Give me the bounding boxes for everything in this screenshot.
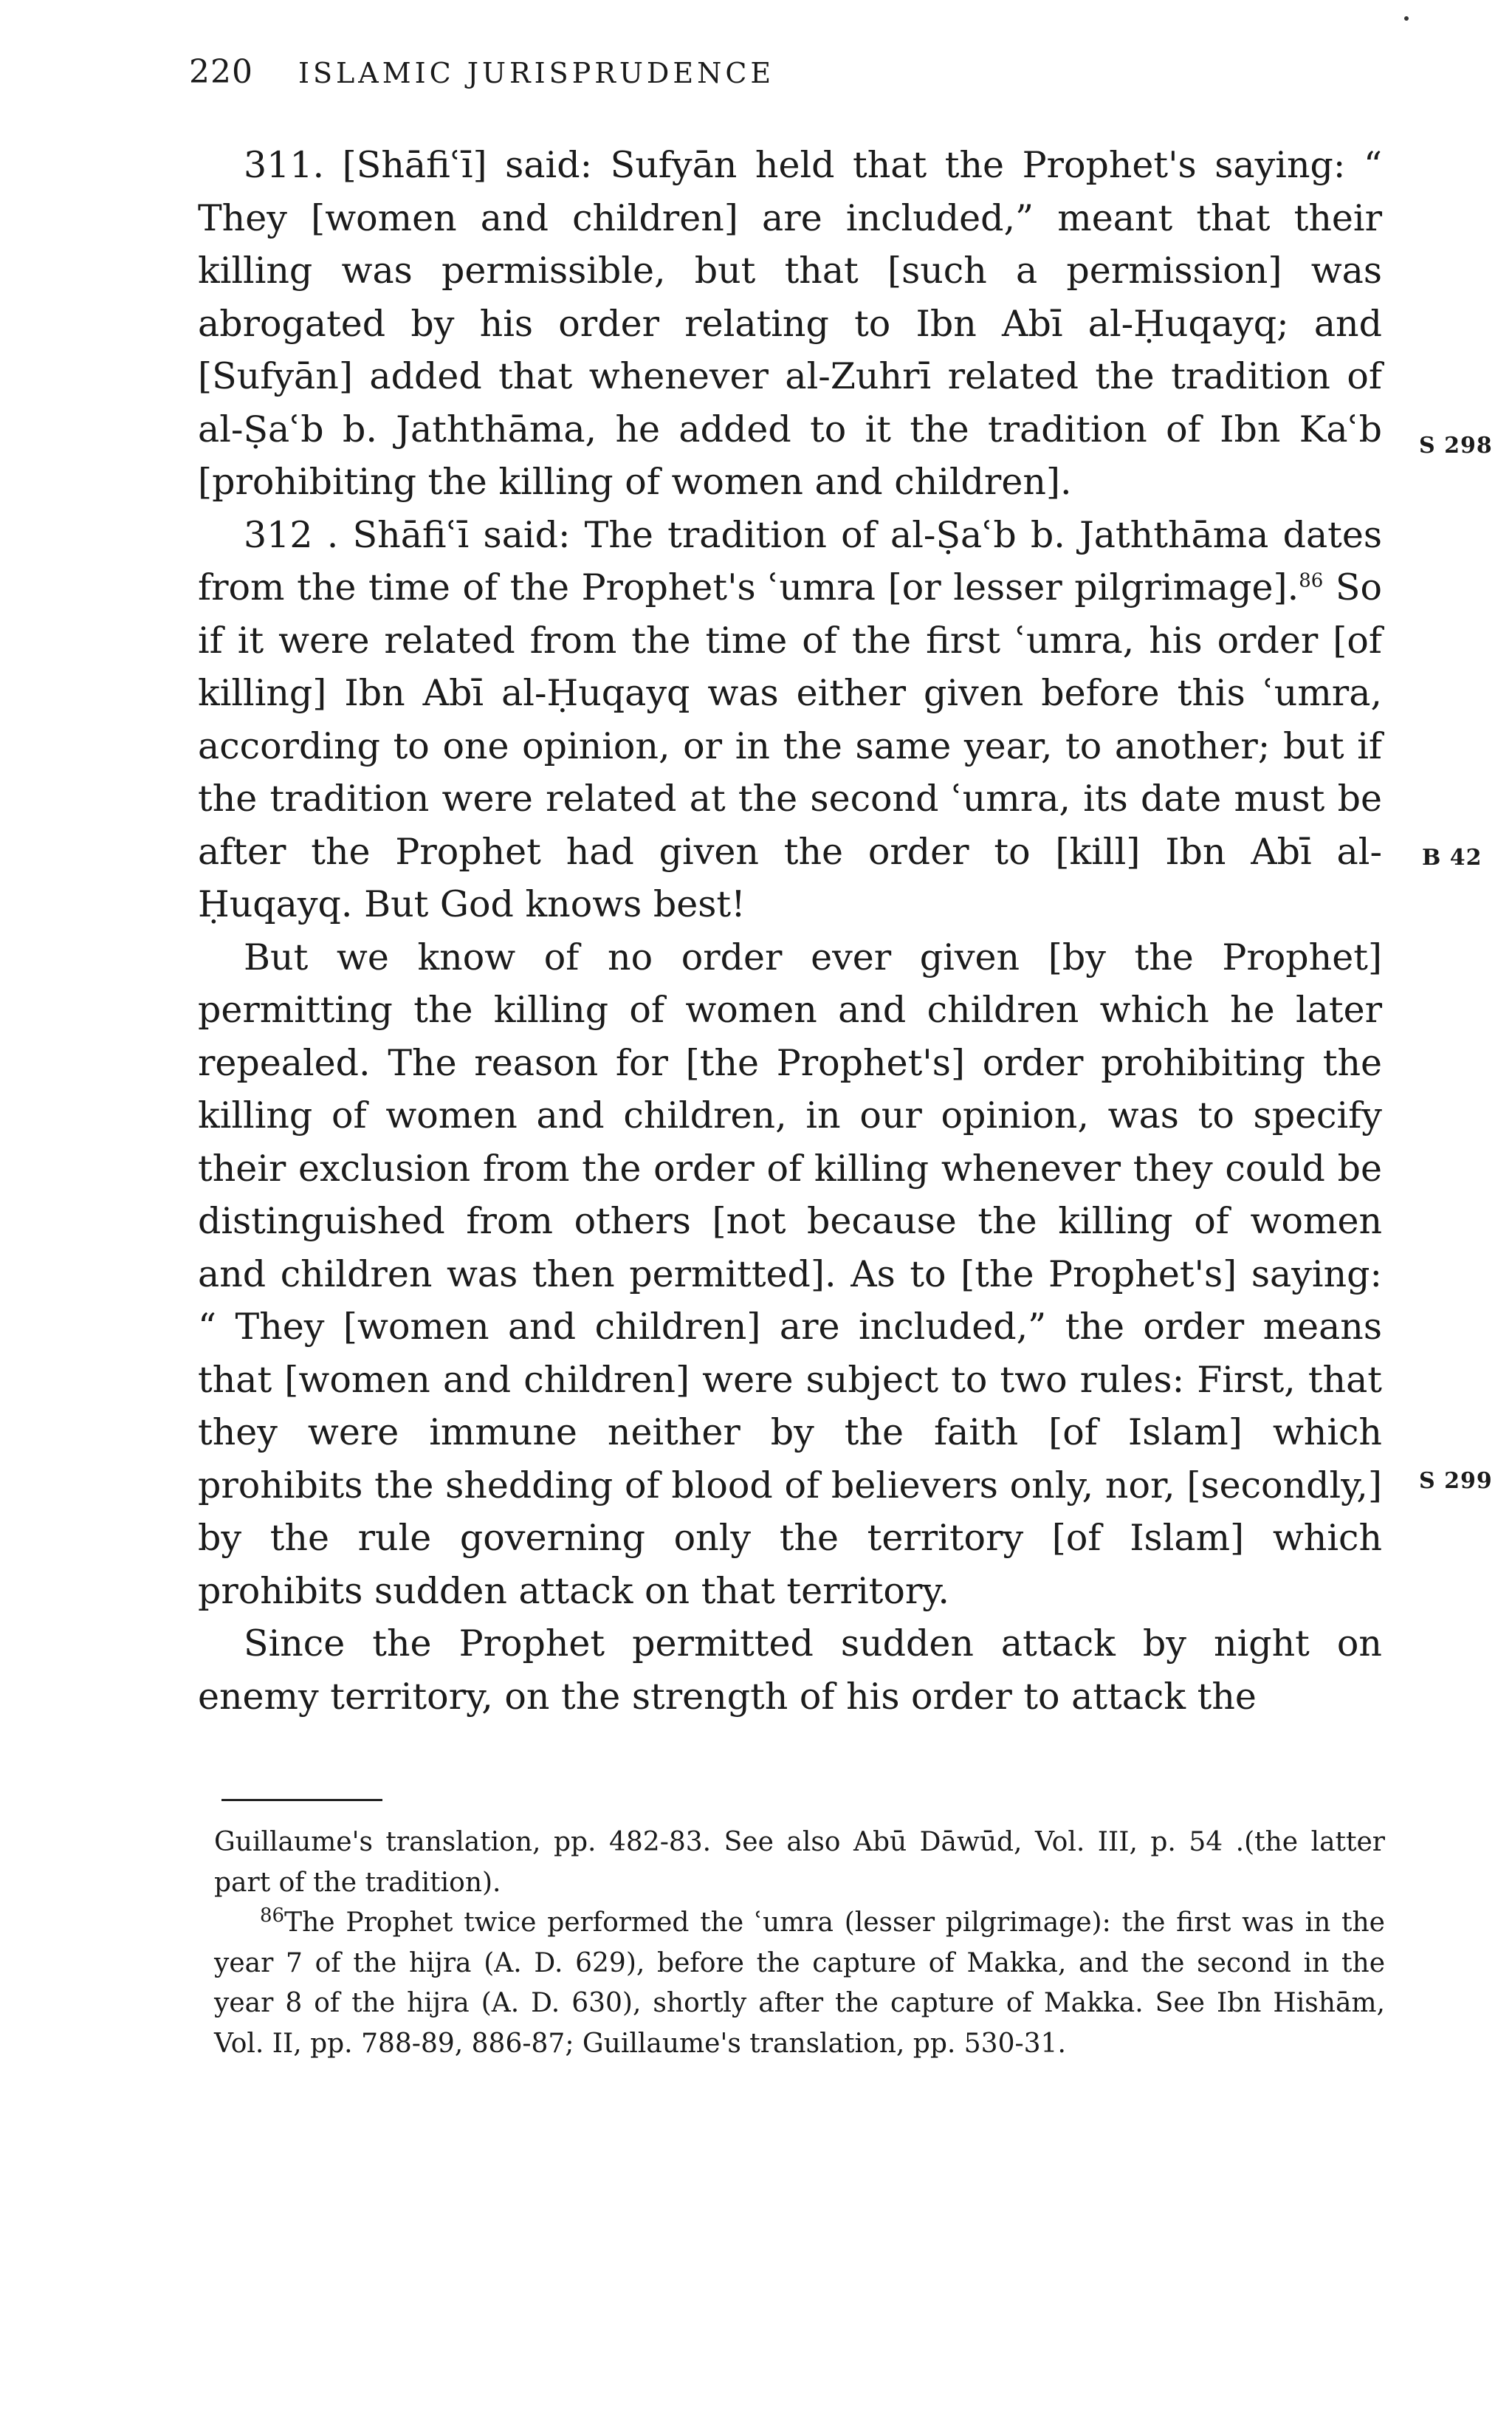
paragraph-312 — [198, 509, 1382, 931]
margin-note-s298: S 298 — [1419, 433, 1493, 459]
margin-note-s299: S 299 — [1419, 1468, 1493, 1494]
paragraph-since: Since the Prophet permitted sudden attack by night on enemy territory, on the strength of his order to attack the — [198, 1622, 1382, 1718]
footnote-ref-86: 86 — [1299, 569, 1324, 592]
scan-speck — [1404, 16, 1409, 21]
footnote-86 — [214, 1903, 1385, 2064]
footnote-85-continuation: Guillaume's translation, pp. 482-83. See also Abū Dāwūd, Vol. III, p. 54 .(the latter part of the tradition). — [214, 1827, 1385, 1898]
footnotes — [214, 1823, 1385, 2064]
page-number: 220 — [189, 53, 253, 91]
paragraph-312-start: 312 . Shāfiʿī said: The tradition of al-Ṣaʿb b. Jaththāma dates from the time of the Prophet's ʿumra [or lesser pilgrimage]. — [198, 513, 1382, 608]
footnote-rule — [221, 1799, 382, 1801]
paragraph-312-rest: So if it were related from the time of the first ʿumra, his order [of killing] Ibn Abī al-Ḥuqayq was either given before this ʿumra, according to one opinion, or in the same year, to another; but if the tradition were related at the second ʿumra, its date must be after the Prophet had given the order to [kill] Ibn Abī al-Ḥuqayq. But God knows best! — [198, 566, 1382, 925]
footnote-86-marker: 86 — [260, 1905, 285, 1927]
footnote-86-text: The Prophet twice performed the ʿumra (lesser pilgrimage): the first was in the year 7 of the hijra (A. D. 629), before the capture of Makka, and the second in the year 8 of the hijra (A. D. 630), shortly after the capture of Makka. See Ibn Hishām, Vol. II, pp. 788-89, 886-87; Guillaume's translation, pp. 530-31. — [214, 1907, 1385, 2059]
running-title: ISLAMIC JURISPRUDENCE — [298, 57, 775, 89]
page-header — [189, 53, 774, 91]
paragraph-continued: But we know of no order ever given [by the Prophet] permitting the killing of women and children which he later repealed. The reason for [the Prophet's] order prohibiting the killing of women and children, in our opinion, was to specify their exclusion from the order of killing whenever they could be distinguished from others [not because the killing of women and children was then permitted]. As to [the Prophet's] saying: “ They [women and children] are included,” the order means that [women and children] were subject to two rules: First, that they were immune neither by the faith [of Islam] which prohibits the shedding of blood of believers only, nor, [secondly,] by the rule governing only the territory [of Islam] which prohibits sudden attack on that territory. — [198, 936, 1382, 1612]
margin-note-b42: B 42 — [1422, 845, 1482, 871]
paragraph-311: 311. [Shāfiʿī] said: Sufyān held that the Prophet's saying: “ They [women and children] are included,” meant that their killing was permissible, but that [such a permission] was abrogated by his order relating to Ibn Abī al-Ḥuqayq; and [Sufyān] added that whenever al-Zuhrī related the tradition of al-Ṣaʿb b. Jaththāma, he added to it the tradition of Ibn Kaʿb [prohibiting the killing of women and children]. — [198, 144, 1382, 503]
main-text — [198, 139, 1382, 1723]
